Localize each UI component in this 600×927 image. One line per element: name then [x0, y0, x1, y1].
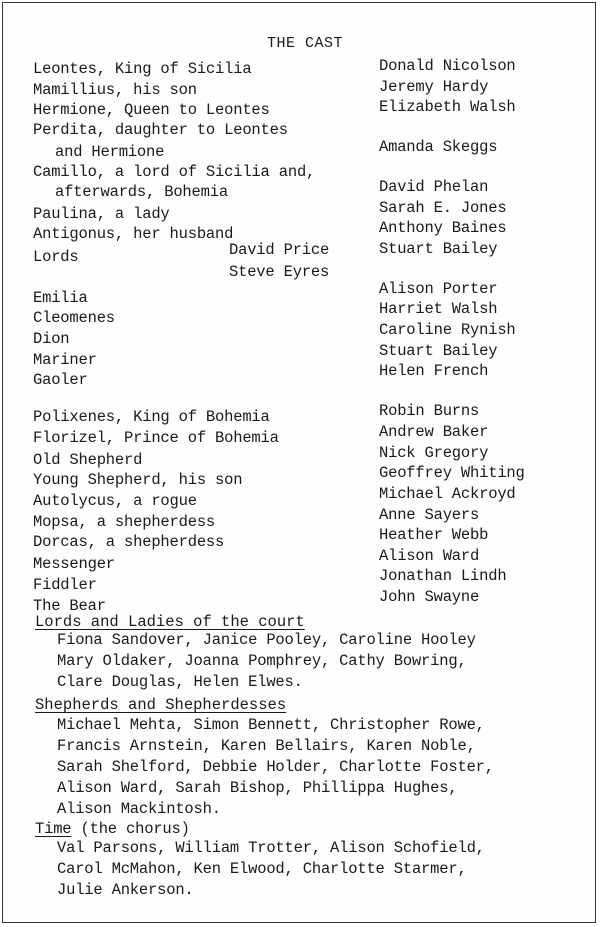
- actor-name: Alison Porter: [379, 280, 498, 298]
- role-camillo-cont: afterwards, Bohemia: [55, 183, 228, 201]
- group-member-line: Carol McMahon, Ken Elwood, Charlotte Starmer,: [57, 860, 467, 878]
- actor-name: Donald Nicolson: [379, 57, 516, 75]
- role-autolycus: Autolycus, a rogue: [33, 492, 197, 510]
- role-hermione: Hermione, Queen to Leontes: [33, 101, 270, 119]
- group-member-line: Julie Ankerson.: [57, 881, 194, 899]
- programme-page: [2, 2, 596, 923]
- lord-actor: David Price: [229, 241, 330, 259]
- role-dion: Dion: [33, 330, 70, 348]
- role-perdita: Perdita, daughter to Leontes: [33, 121, 288, 139]
- role-emilia: Emilia: [33, 289, 88, 307]
- role-mariner: Mariner: [33, 351, 97, 369]
- role-paulina: Paulina, a lady: [33, 205, 170, 223]
- role-bear: The Bear: [33, 597, 106, 615]
- role-polixenes: Polixenes, King of Bohemia: [33, 408, 270, 426]
- actor-name: Andrew Baker: [379, 423, 489, 441]
- page-title: THE CAST: [267, 35, 344, 52]
- section-heading-time: Time: [35, 820, 72, 838]
- actor-name: Stuart Bailey: [379, 342, 498, 360]
- role-leontes: Leontes, King of Sicilia: [33, 60, 252, 78]
- group-member-line: Alison Mackintosh.: [57, 800, 221, 818]
- role-dorcas: Dorcas, a shepherdess: [33, 533, 225, 551]
- role-young-shepherd: Young Shepherd, his son: [33, 471, 243, 489]
- actor-name: Helen French: [379, 362, 489, 380]
- actor-name: Anthony Baines: [379, 219, 507, 237]
- actor-name: Stuart Bailey: [379, 240, 498, 258]
- section-heading-lords-ladies: Lords and Ladies of the court: [35, 613, 305, 631]
- role-fiddler: Fiddler: [33, 576, 97, 594]
- section-heading-shepherds: Shepherds and Shepherdesses: [35, 696, 287, 714]
- actor-name: David Phelan: [379, 178, 489, 196]
- actor-name: Anne Sayers: [379, 506, 480, 524]
- actor-name: Elizabeth Walsh: [379, 98, 516, 116]
- lord-actor: Steve Eyres: [229, 263, 330, 281]
- group-member-line: Fiona Sandover, Janice Pooley, Caroline Hooley: [57, 631, 476, 649]
- actor-name: Geoffrey Whiting: [379, 464, 525, 482]
- actor-name: Michael Ackroyd: [379, 485, 516, 503]
- role-antigonus: Antigonus, her husband: [33, 225, 234, 243]
- role-gaoler: Gaoler: [33, 371, 88, 389]
- role-cleomenes: Cleomenes: [33, 309, 115, 327]
- actor-name: John Swayne: [379, 588, 480, 606]
- group-member-line: Francis Arnstein, Karen Bellairs, Karen Noble,: [57, 737, 476, 755]
- role-messenger: Messenger: [33, 555, 115, 573]
- role-old-shepherd: Old Shepherd: [33, 451, 143, 469]
- role-mamillius: Mamillius, his son: [33, 81, 197, 99]
- group-member-line: Clare Douglas, Helen Elwes.: [57, 673, 303, 691]
- role-mopsa: Mopsa, a shepherdess: [33, 513, 216, 531]
- role-florizel: Florizel, Prince of Bohemia: [33, 429, 279, 447]
- actor-name: Alison Ward: [379, 547, 480, 565]
- group-member-line: Sarah Shelford, Debbie Holder, Charlotte Foster,: [57, 758, 494, 776]
- group-member-line: Val Parsons, William Trotter, Alison Schofield,: [57, 839, 485, 857]
- group-member-line: Michael Mehta, Simon Bennett, Christopher Rowe,: [57, 716, 485, 734]
- actor-name: Jeremy Hardy: [379, 78, 489, 96]
- actor-name: Nick Gregory: [379, 444, 489, 462]
- group-member-line: Mary Oldaker, Joanna Pomphrey, Cathy Bowring,: [57, 652, 467, 670]
- role-lords: Lords: [33, 248, 79, 266]
- section-heading-time-suffix: (the chorus): [71, 820, 190, 838]
- group-member-line: Alison Ward, Sarah Bishop, Phillippa Hughes,: [57, 779, 458, 797]
- actor-name: Jonathan Lindh: [379, 567, 507, 585]
- role-perdita-cont: and Hermione: [55, 143, 165, 161]
- actor-name: Heather Webb: [379, 526, 489, 544]
- actor-name: Amanda Skeggs: [379, 138, 498, 156]
- actor-name: Harriet Walsh: [379, 300, 498, 318]
- actor-name: Robin Burns: [379, 402, 480, 420]
- section-heading-time-wrap: [35, 820, 190, 838]
- role-camillo: Camillo, a lord of Sicilia and,: [33, 163, 316, 181]
- actor-name: Caroline Rynish: [379, 321, 516, 339]
- actor-name: Sarah E. Jones: [379, 199, 507, 217]
